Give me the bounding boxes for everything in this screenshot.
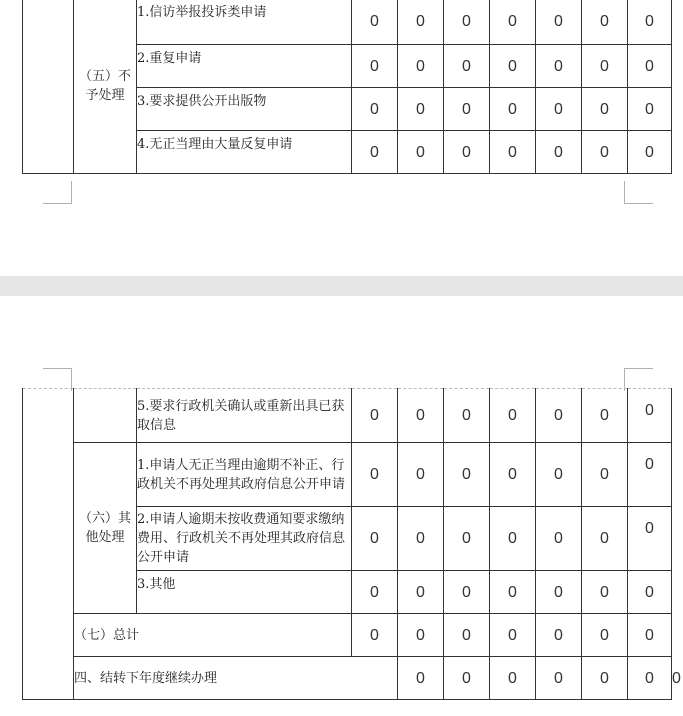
document-page-1	[0, 0, 683, 276]
table-row	[23, 443, 672, 507]
value-cell: 0	[398, 0, 444, 45]
category-cell-continued	[74, 389, 137, 443]
value-cell: 0	[398, 507, 444, 571]
value-cell: 0	[536, 443, 582, 507]
value-cell: 0	[490, 45, 536, 88]
value-cell: 0	[490, 657, 536, 700]
value-cell: 0	[582, 657, 628, 700]
value-cell: 0	[352, 614, 398, 657]
carry-over-label: 四、结转下年度继续办理	[74, 657, 398, 700]
value-cell: 0	[628, 131, 672, 174]
value-cell: 0	[582, 507, 628, 571]
row-label: 4.无正当理由大量反复申请	[137, 131, 352, 174]
value-cell: 0	[628, 507, 672, 571]
page-corner-mark-bottom-left	[43, 181, 72, 204]
value-cell: 0	[536, 88, 582, 131]
value-cell: 0	[582, 131, 628, 174]
value-cell: 0	[628, 0, 672, 45]
value-cell: 0	[536, 131, 582, 174]
value-cell: 0	[536, 45, 582, 88]
value-cell: 0	[398, 131, 444, 174]
value-cell: 0	[628, 45, 672, 88]
value-cell: 0	[398, 614, 444, 657]
value-cell: 0	[536, 0, 582, 45]
category-cell-other-processing: （六）其他处理	[74, 443, 137, 614]
value-cell: 0	[352, 88, 398, 131]
table-row	[23, 614, 672, 657]
value-cell: 0	[444, 657, 490, 700]
value-cell: 0	[352, 571, 398, 614]
value-cell: 0	[352, 45, 398, 88]
value-cell: 0	[444, 443, 490, 507]
value-cell: 0	[444, 507, 490, 571]
value-cell: 0	[628, 614, 672, 657]
value-cell: 0	[490, 507, 536, 571]
response-stats-table-part-2	[22, 388, 681, 700]
value-cell: 0	[444, 0, 490, 45]
value-cell: 0	[398, 657, 444, 700]
value-cell: 0	[628, 443, 672, 507]
value-cell: 0	[536, 614, 582, 657]
value-cell: 0	[536, 657, 582, 700]
value-cell: 0	[352, 443, 398, 507]
value-cell: 0	[398, 88, 444, 131]
value-cell: 0	[352, 389, 398, 443]
value-cell: 0	[582, 571, 628, 614]
value-cell: 0	[582, 45, 628, 88]
value-cell: 0	[490, 389, 536, 443]
value-cell: 0	[582, 88, 628, 131]
value-cell: 0	[444, 88, 490, 131]
value-cell: 0	[628, 657, 672, 700]
value-cell: 0	[398, 571, 444, 614]
value-cell: 0	[582, 0, 628, 45]
value-cell: 0	[628, 571, 672, 614]
value-cell: 0	[398, 443, 444, 507]
response-stats-table-part-1	[22, 0, 672, 174]
value-cell: 0	[536, 507, 582, 571]
category-cell-not-processed: （五）不予处理	[74, 0, 137, 174]
row-label: 2.重复申请	[137, 45, 352, 88]
row-label: 1.信访举报投诉类申请	[137, 0, 352, 45]
total-label: （七）总计	[74, 614, 352, 657]
table-row: 四、结转下年度继续办理 0 0 0 0 0 0 0	[23, 657, 672, 700]
document-page-2	[0, 296, 683, 716]
value-cell: 0	[444, 614, 490, 657]
value-cell: 0	[582, 443, 628, 507]
row-label: 3.其他	[137, 571, 352, 614]
page-gap	[0, 276, 683, 296]
value-cell: 0	[444, 45, 490, 88]
table-row	[23, 389, 672, 443]
page-corner-mark-bottom-right	[624, 181, 653, 204]
value-cell: 0	[490, 443, 536, 507]
value-cell: 0	[582, 389, 628, 443]
value-cell: 0	[490, 131, 536, 174]
value-cell: 0	[628, 389, 672, 443]
value-cell: 0	[628, 88, 672, 131]
value-cell: 0	[352, 131, 398, 174]
row-label: 2.申请人逾期未按收费通知要求缴纳费用、行政机关不再处理其政府信息公开申请	[137, 507, 352, 571]
value-cell: 0	[582, 614, 628, 657]
value-cell: 0	[398, 45, 444, 88]
outer-category-cell	[23, 389, 74, 700]
value-cell: 0	[444, 131, 490, 174]
value-cell: 0	[444, 389, 490, 443]
value-cell: 0	[490, 88, 536, 131]
value-cell: 0	[444, 571, 490, 614]
value-cell: 0	[490, 571, 536, 614]
value-cell: 0	[398, 389, 444, 443]
value-cell: 0	[536, 389, 582, 443]
row-label: 5.要求行政机关确认或重新出具已获取信息	[137, 389, 352, 443]
table-row	[23, 0, 672, 45]
value-cell: 0	[352, 0, 398, 45]
outer-category-cell	[23, 0, 74, 174]
row-label: 1.申请人无正当理由逾期不补正、行政机关不再处理其政府信息公开申请	[137, 443, 352, 507]
value-cell: 0	[490, 614, 536, 657]
value-cell: 0	[352, 507, 398, 571]
value-cell: 0	[536, 571, 582, 614]
row-label: 3.要求提供公开出版物	[137, 88, 352, 131]
value-cell: 0	[490, 0, 536, 45]
